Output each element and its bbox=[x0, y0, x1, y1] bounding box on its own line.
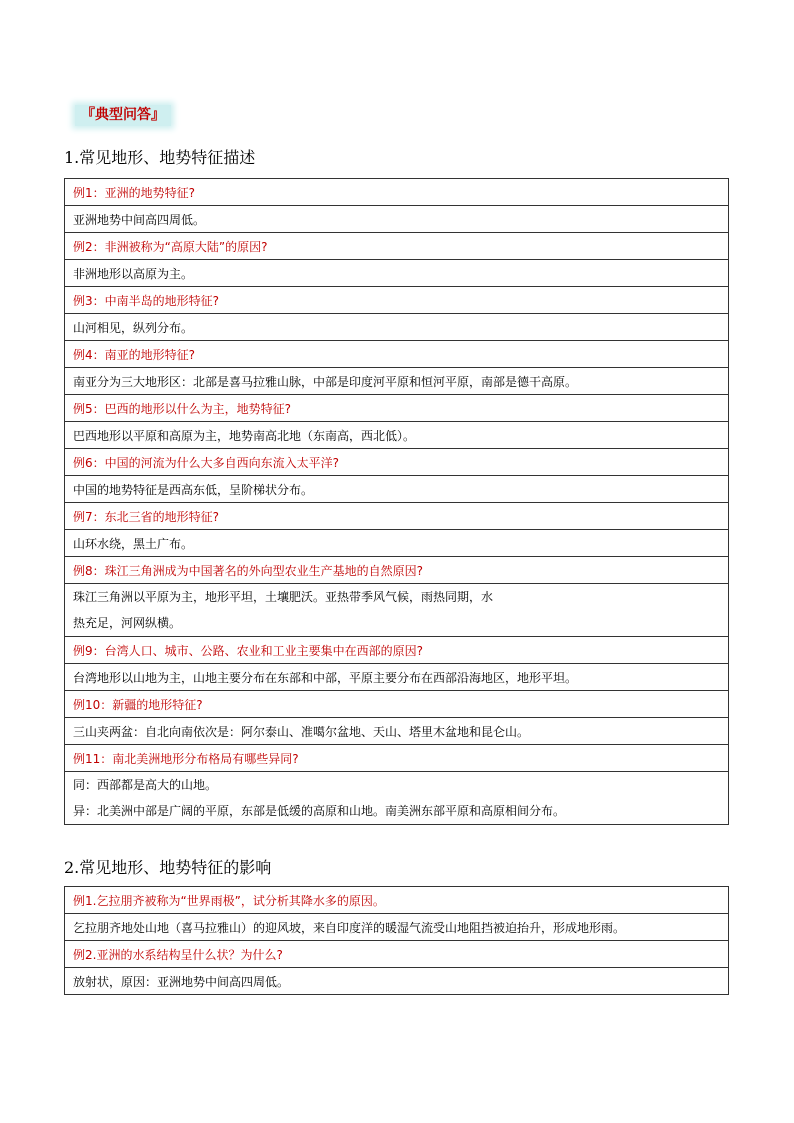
question-row: 例6：中国的河流为什么大多自西向东流入太平洋? bbox=[65, 449, 729, 476]
question-row: 例9：台湾人口、城市、公路、农业和工业主要集中在西部的原因? bbox=[65, 637, 729, 664]
question-row: 例2.亚洲的水系结构呈什么状？为什么? bbox=[65, 941, 729, 968]
answer-row: 山河相见，纵列分布。 bbox=[65, 314, 729, 341]
answer-line: 热充足，河网纵横。 bbox=[73, 616, 182, 630]
question-row: 例10：新疆的地形特征? bbox=[65, 691, 729, 718]
question-row: 例11：南北美洲地形分布格局有哪些异同? bbox=[65, 745, 729, 772]
section-1-table bbox=[64, 178, 729, 825]
answer-line: 异：北美洲中部是广阔的平原，东部是低缓的高原和山地。南美洲东部平原和高原相间分布。 bbox=[73, 804, 566, 818]
answer-line: 珠江三角洲以平原为主，地形平坦，土壤肥沃。亚热带季风气候，雨热同期，水 bbox=[73, 590, 494, 604]
answer-row: 非洲地形以高原为主。 bbox=[65, 260, 729, 287]
answer-row: 三山夹两盆：自北向南依次是：阿尔泰山、准噶尔盆地、天山、塔里木盆地和昆仑山。 bbox=[65, 718, 729, 745]
question-row: 例1：亚洲的地势特征? bbox=[65, 179, 729, 206]
answer-row: 台湾地形以山地为主，山地主要分布在东部和中部，平原主要分布在西部沿海地区，地形平坦。 bbox=[65, 664, 729, 691]
question-row: 例1.乞拉朋齐被称为“世界雨极”，试分析其降水多的原因。 bbox=[65, 887, 729, 914]
answer-row bbox=[65, 584, 729, 637]
section-1-title: 1.常见地形、地势特征描述 bbox=[64, 148, 256, 167]
question-row: 例7：东北三省的地形特征? bbox=[65, 503, 729, 530]
answer-row: 放射状，原因：亚洲地势中间高四周低。 bbox=[65, 968, 729, 995]
section-2-table bbox=[64, 886, 729, 995]
answer-line: 同：西部都是高大的山地。 bbox=[73, 778, 218, 792]
typical-qa-badge: 『典型问答』 bbox=[75, 105, 171, 126]
answer-row: 南亚分为三大地形区：北部是喜马拉雅山脉，中部是印度河平原和恒河平原，南部是德干高原。 bbox=[65, 368, 729, 395]
answer-row: 乞拉朋齐地处山地（喜马拉雅山）的迎风坡，来自印度洋的暖湿气流受山地阻挡被迫抬升，形成地形雨。 bbox=[65, 914, 729, 941]
question-row: 例5：巴西的地形以什么为主，地势特征? bbox=[65, 395, 729, 422]
question-row: 例3：中南半岛的地形特征? bbox=[65, 287, 729, 314]
section-2-title: 2.常见地形、地势特征的影响 bbox=[64, 858, 272, 877]
answer-row bbox=[65, 772, 729, 825]
answer-row: 山环水绕，黑土广布。 bbox=[65, 530, 729, 557]
answer-row: 亚洲地势中间高四周低。 bbox=[65, 206, 729, 233]
question-row: 例4：南亚的地形特征? bbox=[65, 341, 729, 368]
question-row: 例8：珠江三角洲成为中国著名的外向型农业生产基地的自然原因? bbox=[65, 557, 729, 584]
answer-row: 巴西地形以平原和高原为主，地势南高北地（东南高，西北低）。 bbox=[65, 422, 729, 449]
answer-row: 中国的地势特征是西高东低，呈阶梯状分布。 bbox=[65, 476, 729, 503]
question-row: 例2：非洲被称为“高原大陆”的原因? bbox=[65, 233, 729, 260]
